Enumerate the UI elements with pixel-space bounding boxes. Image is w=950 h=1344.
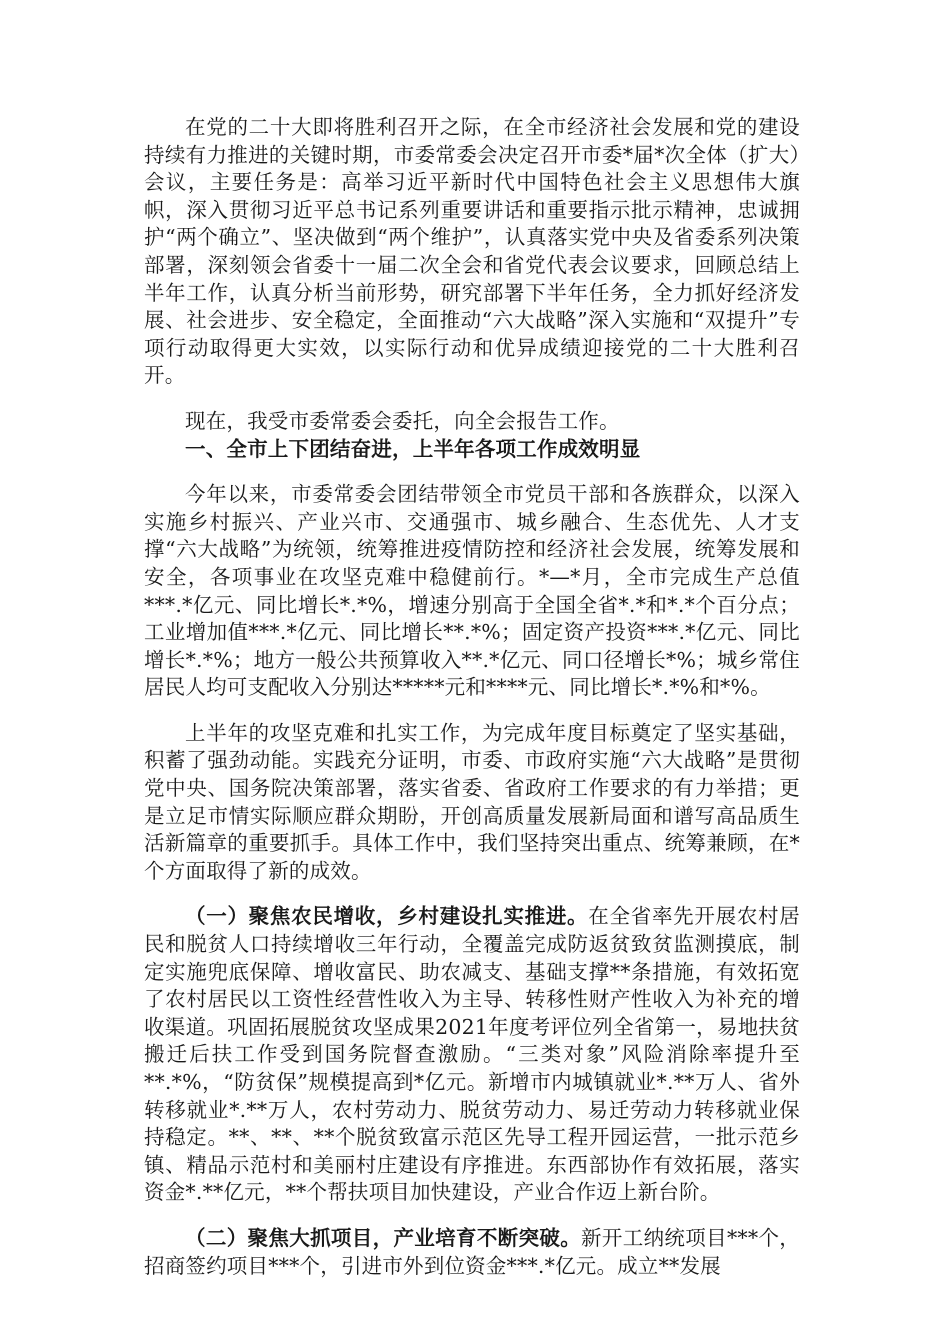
achievement-paragraph: 上半年的攻坚克难和扎实工作，为完成年度目标奠定了坚实基础，积蓄了强劲动能。实践充分证明，市委、市政府实施“六大战略”是贯彻党中央、国务院决策部署，落实省委、省政府工作要求的有力举措；更是立足市情实际顺应群众期盼，开创高质量发展新局面和谱写高品质生活新篇章的重要抓手。具体工作中，我们坚持突出重点、统筹兼顾，在*个方面取得了新的成效。: [144, 720, 800, 883]
report-statement: 现在，我受市委常委会委托，向全会报告工作。: [185, 408, 620, 433]
document-page: [144, 114, 800, 1280]
section-heading-1: 一、全市上下团结奋进，上半年各项工作成效明显: [185, 436, 641, 461]
subsection-2-paragraph: [144, 1225, 800, 1280]
subsection-2-lead: （二）聚焦大抓项目，产业培育不断突破。: [185, 1225, 582, 1250]
subsection-1-body: 在全省率先开展农村居民和脱贫人口持续增收三年行动，全覆盖完成防返贫致贫监测摸底，制定实施兜底保障、增收富民、助农减支、基础支撑**条措施，有效拓宽了农村居民以工资性经营性收入为主导、转移性财产性收入为补充的增收渠道。巩固拓展脱贫攻坚成果2021年度考评位列全省第一，易地扶贫搬迁后扶工作受到国务院督查激励。“三类对象”风险消除率提升至**.*%，“防贫保”规模提高到*亿元。新增市内城镇就业*.**万人、省外转移就业*.**万人，农村劳动力、脱贫劳动力、易迁劳动力转移就业保持稳定。**、**、**个脱贫致富示范区先导工程开园运营，一批示范乡镇、精品示范村和美丽村庄建设有序推进。东西部协作有效拓展，落实资金*.**亿元，**个帮扶项目加快建设，产业合作迈上新台阶。: [144, 904, 800, 1205]
economic-summary-paragraph: 今年以来，市委常委会团结带领全市党员干部和各族群众，以深入实施乡村振兴、产业兴市、交通强市、城乡融合、生态优先、人才支撑“六大战略”为统领，统筹推进疫情防控和经济社会发展，统筹发展和安全，各项事业在攻坚克难中稳健前行。*—*月，全市完成生产总值***.*亿元、同比增长*.*%，增速分别高于全国全省*.*和*.*个百分点；工业增加值***.*亿元、同比增长**.*%；固定资产投资***.*亿元、同比增长*.*%；地方一般公共预算收入**.*亿元、同口径增长*%；城乡常住居民人均可支配收入分别达*****元和****元、同比增长*.*%和*%。: [144, 482, 800, 700]
intro-paragraph: 在党的二十大即将胜利召开之际，在全市经济社会发展和党的建设持续有力推进的关键时期，市委常委会决定召开市委*届*次全体（扩大）会议，主要任务是：高举习近平新时代中国特色社会主义思想伟大旗帜，深入贯彻习近平总书记系列重要讲话和重要指示批示精神，忠诚拥护“两个确立”、坚决做到“两个维护”，认真落实党中央及省委系列决策部署，深刻领会省委十一届二次全会和省党代表会议要求，回顾总结上半年工作，认真分析当前形势，研究部署下半年任务，全力抓好经济发展、社会进步、安全稳定，全面推动“六大战略”深入实施和“双提升”专项行动取得更大实效，以实际行动和优异成绩迎接党的二十大胜利召开。: [144, 115, 800, 388]
subsection-1-paragraph: [144, 903, 800, 1207]
subsection-2-body: 新开工纳统项目***个，招商签约项目***个，引进市外到位资金***.*亿元。成立**发展: [144, 1225, 800, 1278]
subsection-1-lead: （一）聚焦农民增收，乡村建设扎实推进。: [185, 904, 589, 929]
